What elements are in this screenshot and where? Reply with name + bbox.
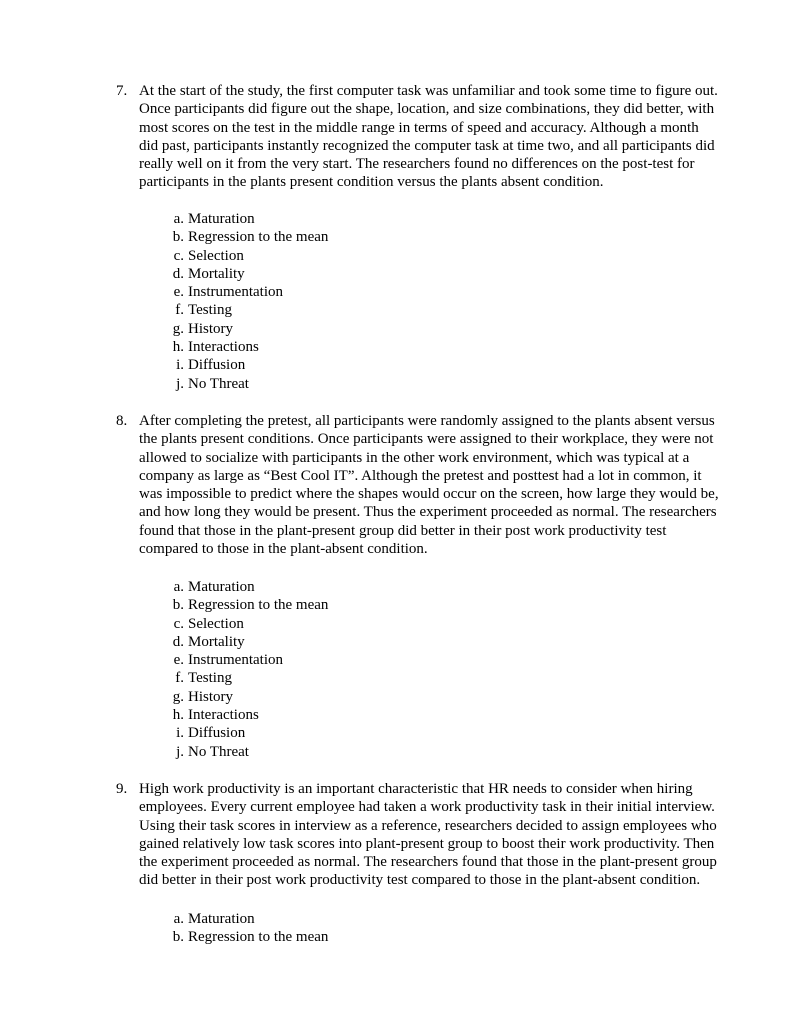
option-label: History	[188, 320, 233, 337]
option-letter: i.	[176, 357, 184, 374]
option-label: No Threat	[188, 743, 249, 760]
option-letter: c.	[173, 615, 184, 632]
option-item	[0, 265, 791, 283]
option-label: Testing	[188, 302, 232, 319]
option-letter: d.	[172, 633, 184, 650]
option-item	[0, 375, 791, 393]
option-label: Interactions	[188, 707, 259, 724]
option-item	[0, 633, 791, 651]
option-letter: c.	[173, 247, 184, 264]
option-label: Maturation	[188, 911, 255, 927]
option-list	[0, 210, 791, 393]
option-item	[0, 596, 791, 614]
option-item	[0, 578, 791, 596]
option-item	[0, 743, 791, 761]
option-letter: b.	[172, 229, 184, 246]
option-label: Maturation	[188, 211, 255, 227]
question-text: High work productivity is an important characteristic that HR needs to consider when hiring employees. Every current employee had taken a work productivity task in their initial interview. Using their task scores in interview as a reference, researchers decided to assign employees who gained relatively low task scores into plant-present group to boost their work productivity. Then the experiment proceeded as normal. The researchers found that those in the plant-present group did better in their post work productivity test compared to those in the plant-absent condition.	[139, 781, 717, 889]
option-item	[0, 724, 791, 742]
option-label: No Threat	[188, 375, 249, 392]
question-text: After completing the pretest, all participants were randomly assigned to the plants absent versus the plants present conditions. Once participants were assigned to their workplace, they were not allowed to socialize with participants in the other work environment, which was typical at a company as large as “Best Cool IT”. Although the pretest and posttest had a lot in common, it was impossible to predict where the shapes would occur on the screen, how large they would be, and how long they would be present. Thus the experiment proceeded as normal. The researchers found that those in the plant-present group did better in their post work productivity test compared to those in the plant-absent condition.	[139, 413, 719, 558]
option-label: History	[188, 688, 233, 705]
option-letter: h.	[172, 707, 184, 724]
question-number: 9.	[116, 781, 128, 797]
option-letter: a.	[173, 911, 184, 927]
option-label: Testing	[188, 670, 232, 687]
option-item	[0, 615, 791, 633]
option-item	[0, 320, 791, 338]
option-label: Regression to the mean	[188, 229, 329, 246]
option-label: Interactions	[188, 339, 259, 356]
option-letter: b.	[172, 597, 184, 614]
option-list	[0, 578, 791, 761]
option-letter: a.	[173, 211, 184, 227]
option-item	[0, 283, 791, 301]
option-label: Instrumentation	[188, 652, 283, 669]
option-letter: h.	[172, 339, 184, 356]
option-item	[0, 301, 791, 319]
option-label: Instrumentation	[188, 284, 283, 301]
option-item	[0, 928, 791, 946]
option-item	[0, 688, 791, 706]
option-letter: f.	[175, 670, 184, 687]
question-number: 7.	[116, 83, 128, 99]
option-item	[0, 338, 791, 356]
option-item	[0, 910, 791, 928]
option-letter: d.	[172, 265, 184, 282]
option-label: Selection	[188, 615, 244, 632]
option-letter: i.	[176, 725, 184, 742]
option-label: Mortality	[188, 265, 245, 282]
option-item	[0, 228, 791, 246]
option-label: Diffusion	[188, 725, 246, 742]
question-text: At the start of the study, the first computer task was unfamiliar and took some time to figure out. Once participants did figure out the shape, location, and size combinations, they did better, with most scores on the test in the middle range in terms of speed and accuracy. Although a month did past, participants instantly recognized the computer task at time two, and all participants did really well on it from the very start. The researchers found no differences on the post-test for participants in the plants present condition versus the plants absent condition.	[139, 83, 718, 191]
option-label: Selection	[188, 247, 244, 264]
option-label: Regression to the mean	[188, 597, 329, 614]
option-item	[0, 247, 791, 265]
option-letter: e.	[173, 284, 184, 301]
option-letter: a.	[173, 579, 184, 595]
option-label: Mortality	[188, 633, 245, 650]
option-item	[0, 651, 791, 669]
option-item	[0, 706, 791, 724]
option-letter: j.	[176, 375, 184, 392]
option-letter: g.	[172, 688, 184, 705]
option-item	[0, 669, 791, 687]
option-letter: b.	[172, 929, 184, 946]
question-number: 8.	[116, 413, 128, 429]
option-item	[0, 210, 791, 228]
option-letter: j.	[176, 743, 184, 760]
option-list	[0, 910, 791, 947]
option-label: Regression to the mean	[188, 929, 329, 946]
option-letter: f.	[175, 302, 184, 319]
option-label: Diffusion	[188, 357, 246, 374]
option-item	[0, 356, 791, 374]
option-label: Maturation	[188, 579, 255, 595]
option-letter: e.	[173, 652, 184, 669]
option-letter: g.	[172, 320, 184, 337]
